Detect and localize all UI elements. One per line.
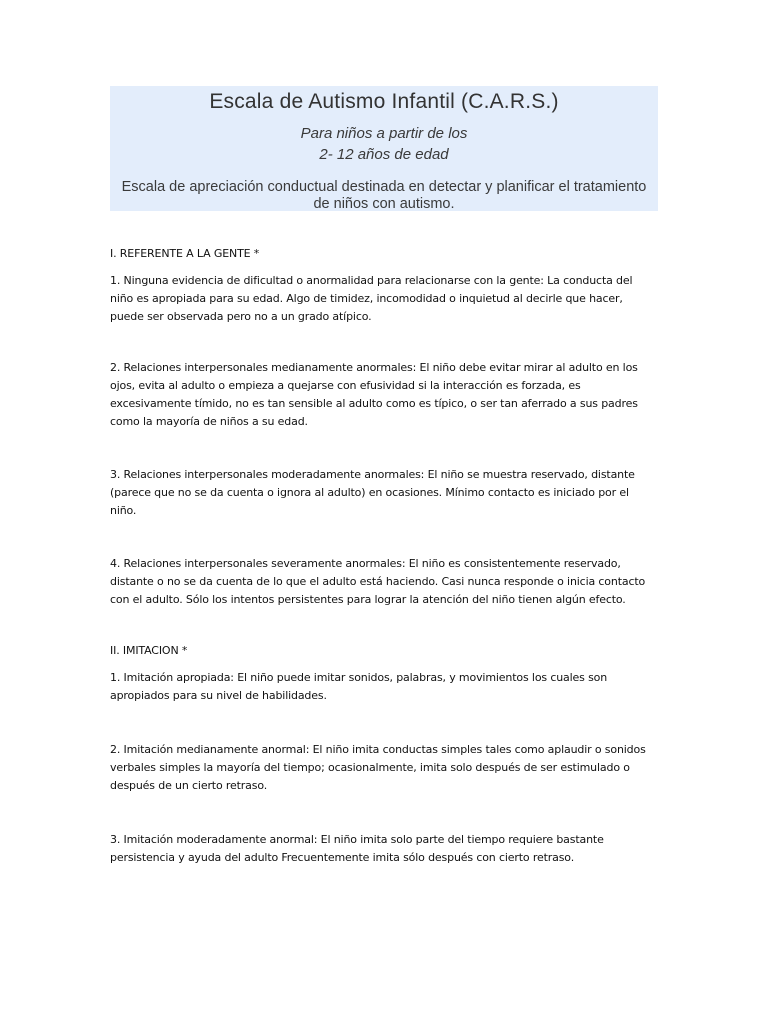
scale-description: Escala de apreciación conductual destinada en detectar y planificar el tratamiento de niños con autismo.	[121, 179, 647, 212]
subtitle-line-1: Para niños a partir de los	[300, 125, 468, 142]
section-heading-imitacion: II. IMITACION *	[110, 644, 188, 657]
section1-item-4: 4. Relaciones interpersonales severamente anormales: El niño es consistentemente reservado, distante o no se da cuenta de lo que el adulto está haciendo. Casi nunca responde o inicia contacto con el adulto. Sólo los intentos persistentes para lograr la atención del niño tienen algún efecto.	[110, 557, 646, 606]
subtitle-line-2: 2- 12 años de edad	[319, 146, 449, 163]
section1-item-2: 2. Relaciones interpersonales medianamente anormales: El niño debe evitar mirar al adulto en los ojos, evita al adulto o empieza a quejarse con efusividad si la interacción es forzada, es excesivamente tímido, no es tan sensible al adulto como es típico, o ser tan aferrado a sus padres como la mayoría de niños a su edad.	[110, 361, 638, 428]
document-title: Escala de Autismo Infantil (C.A.R.S.)	[209, 90, 559, 113]
section2-item-2: 2. Imitación medianamente anormal: El niño imita conductas simples tales como aplaudir o sonidos verbales simples la mayoría del tiempo; ocasionalmente, imita solo después de ser estimulado o después de un cierto retraso.	[110, 743, 646, 792]
section2-item-3: 3. Imitación moderadamente anormal: El niño imita solo parte del tiempo requiere bastante persistencia y ayuda del adulto Frecuentemente imita sólo después con cierto retraso.	[110, 833, 604, 864]
document-body	[110, 245, 658, 867]
section1-item-1: 1. Ninguna evidencia de dificultad o anormalidad para relacionarse con la gente: La conducta del niño es apropiada para su edad. Algo de timidez, incomodidad o inquietud al decirle que hacer, puede ser observada pero no a un grado atípico.	[110, 274, 633, 323]
section2-item-1: 1. Imitación apropiada: El niño puede imitar sonidos, palabras, y movimientos los cuales son apropiados para su nivel de habilidades.	[110, 671, 608, 702]
section-heading-referente-gente: I. REFERENTE A LA GENTE *	[110, 247, 260, 260]
title-banner	[110, 86, 658, 211]
age-range-subtitle	[110, 123, 658, 165]
section1-item-3: 3. Relaciones interpersonales moderadamente anormales: El niño se muestra reservado, distante (parece que no se da cuenta o ignora al adulto) en ocasiones. Mínimo contacto es iniciado por el niño.	[110, 468, 635, 517]
